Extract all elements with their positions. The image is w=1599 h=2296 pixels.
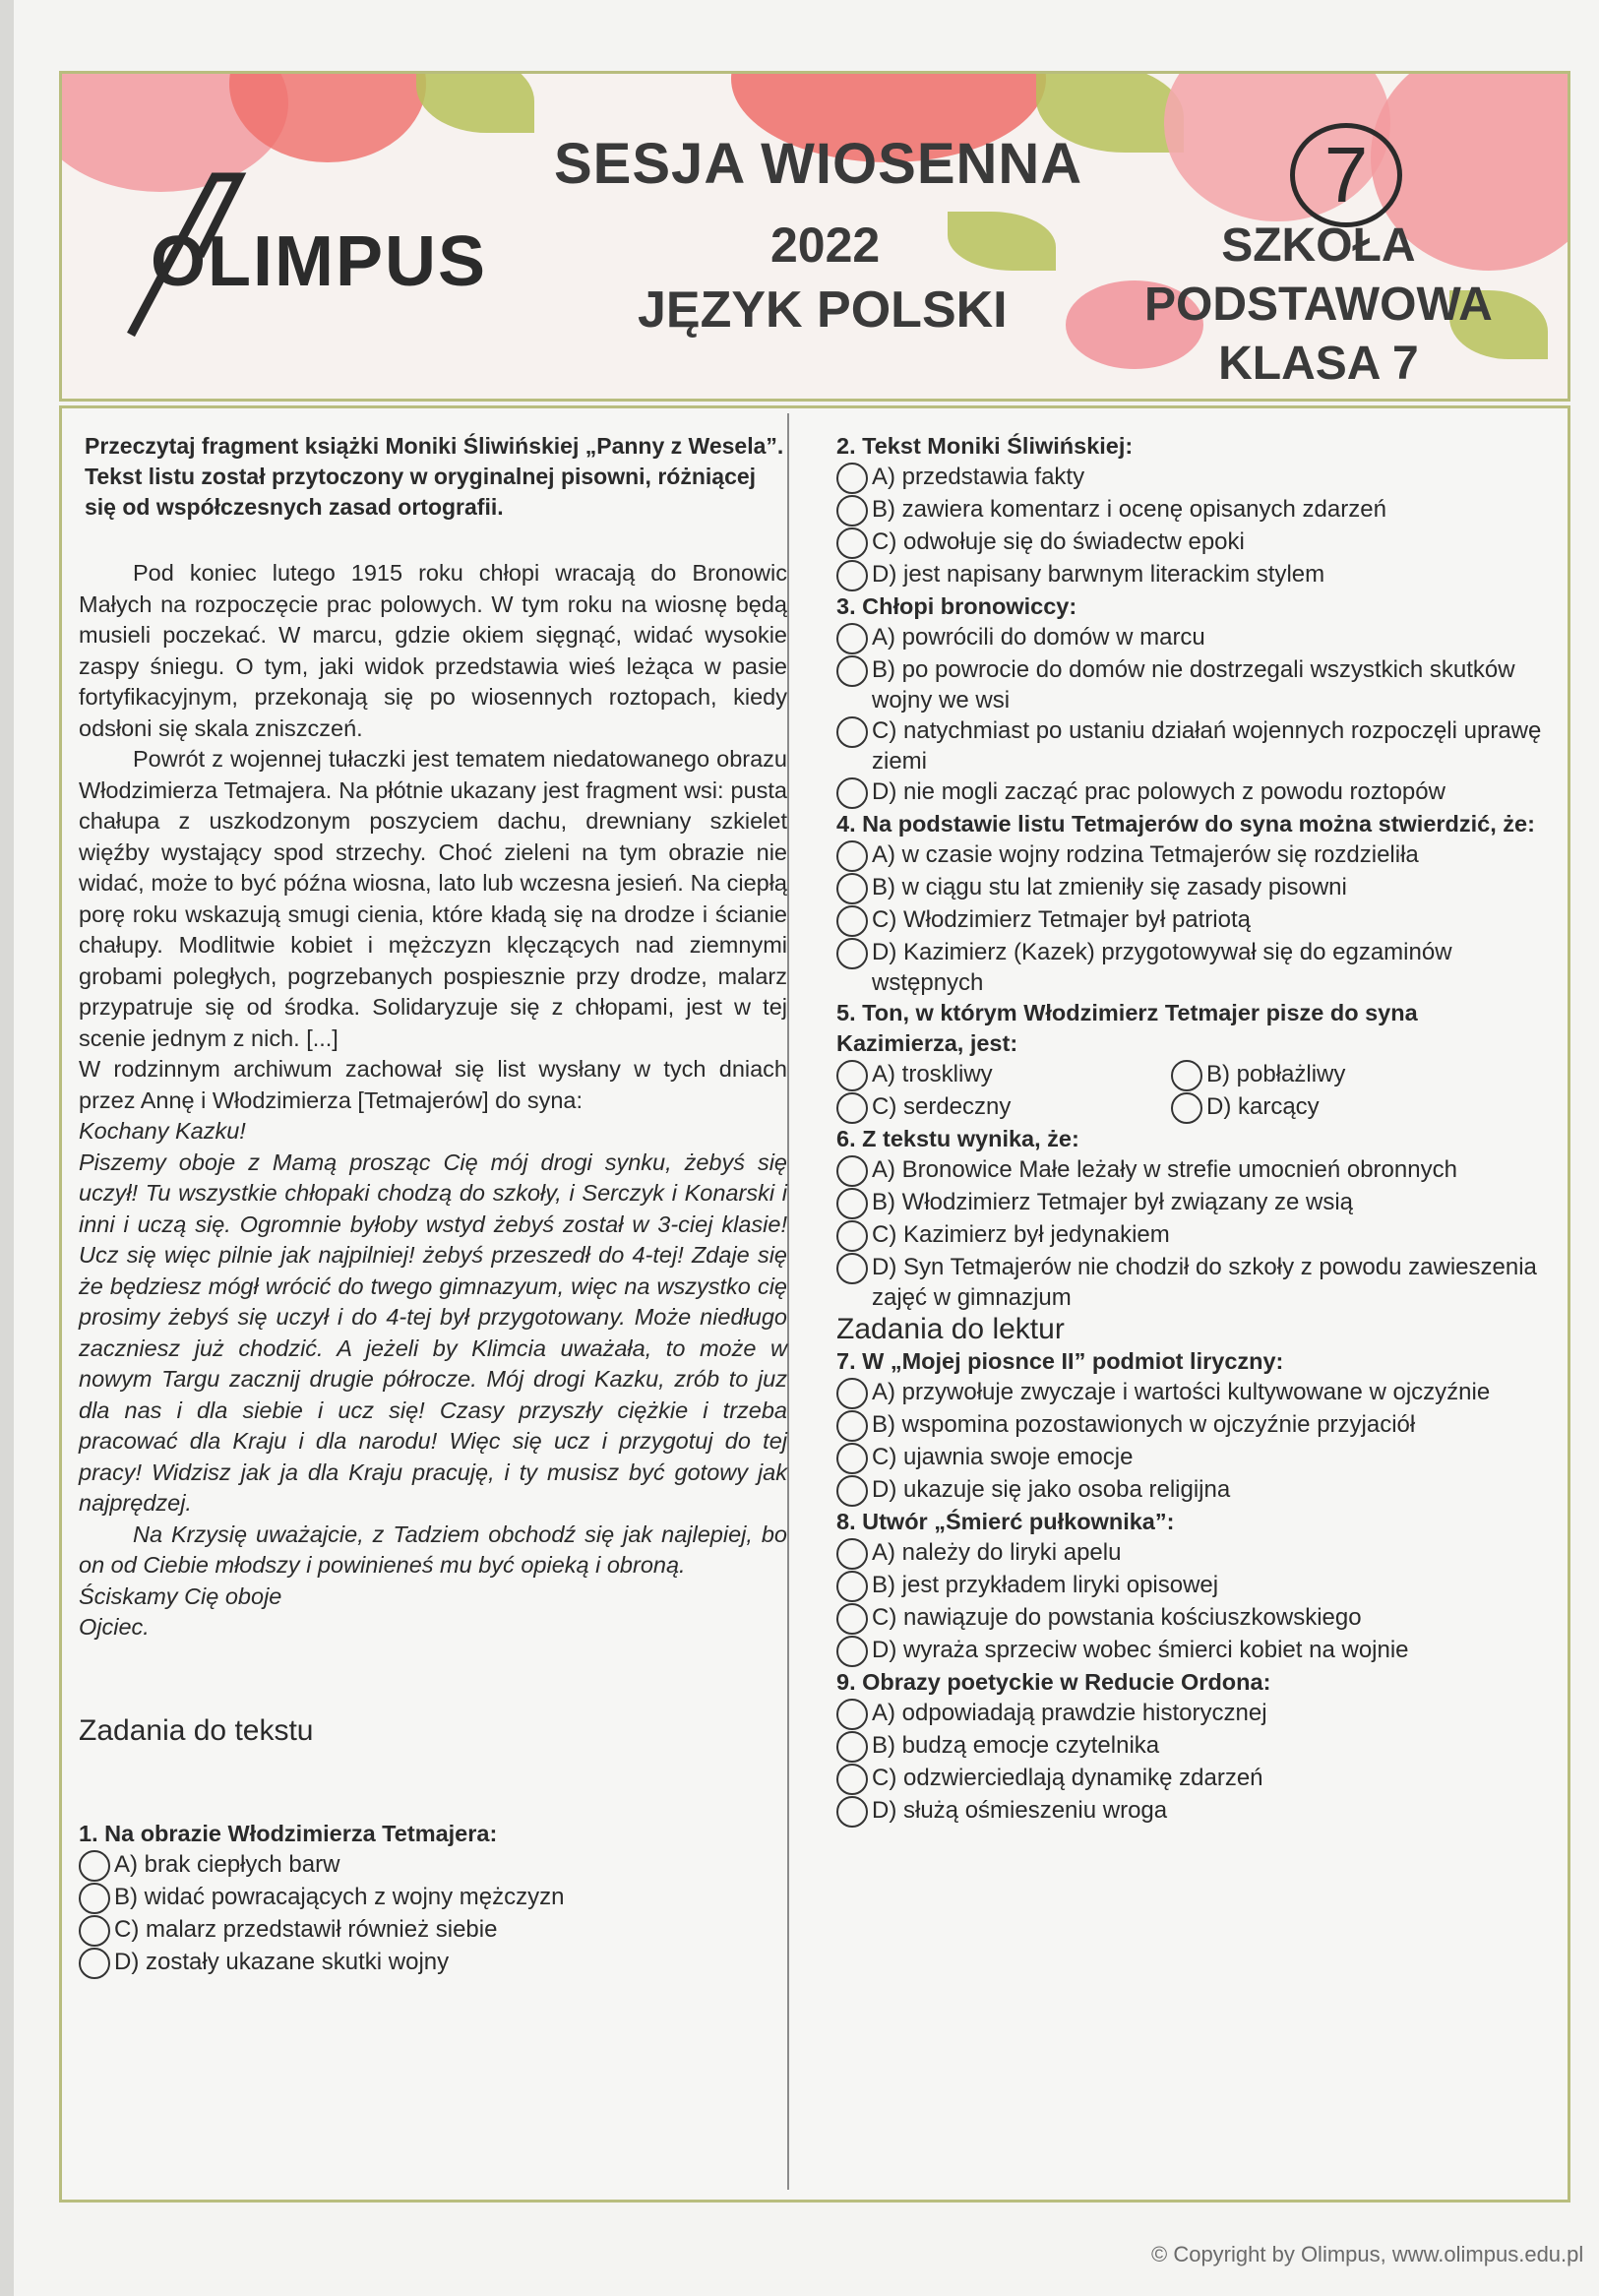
answer-label: C) Włodzimierz Tetmajer był patriotą — [872, 906, 1251, 933]
answer-option[interactable] — [836, 1795, 1545, 1828]
answer-option[interactable] — [836, 872, 1545, 904]
answer-label: A) przywołuje zwyczaje i wartości kultywowane w ojczyźnie — [872, 1379, 1491, 1405]
answer-option[interactable] — [836, 1187, 1545, 1219]
radio-circle[interactable] — [836, 1699, 868, 1730]
text-paragraph: Powrót z wojennej tułaczki jest tematem niedatowanego obrazu Włodzimierza Tetmajera. Na płótnie ukazany jest fragment wsi: pusta chałupa z uszkodzonym poszyciem dachu, drewniany szkielet więźby wystający spod strzechy. Choć zieleni na tym obrazie nie widać, może to być późna wiosna, lato lub wczesna jesień. Na ciepłą porę roku wskazują smugi cienia, które kładą się na drodze i ścianie chałupy. Modlitwie kobiet i mężczyzn klęczących nad ziemnymi grobami poległych, pogrzebanych pospiesznie przy drodze, malarz przypatruje się od środka. Solidaryzuje się z chłopami, jest w tej scenie jednym z nich. [...] — [79, 746, 787, 1051]
answer-option[interactable] — [836, 1059, 1171, 1091]
school-type: PODSTAWOWA — [1144, 279, 1493, 331]
school-level — [1144, 217, 1493, 394]
question-1: 1. Na obrazie Włodzimierza Tetmajera: — [79, 1820, 498, 1846]
answer-option[interactable] — [836, 1570, 1545, 1602]
answer-option[interactable] — [836, 1730, 1545, 1763]
answer-label: C) odwołuje się do świadectw epoki — [872, 528, 1245, 555]
section-title: Zadania do tekstu — [79, 1713, 314, 1747]
answer-label: B) zawiera komentarz i ocenę opisanych zdarzeń — [872, 496, 1386, 523]
answer-label: B) budzą emocje czytelnika — [872, 1732, 1160, 1759]
answer-option[interactable] — [836, 904, 1545, 937]
left-column — [79, 431, 787, 1979]
class-label: KLASA 7 — [1218, 338, 1419, 390]
radio-circle[interactable] — [836, 840, 868, 872]
answer-option[interactable] — [836, 1635, 1545, 1667]
question-2: 2. Tekst Moniki Śliwińskiej: — [836, 433, 1134, 459]
answer-option[interactable] — [836, 715, 1545, 776]
answer-label: D) zostały ukazane skutki wojny — [114, 1948, 450, 1975]
radio-circle[interactable] — [79, 1915, 110, 1947]
leaf-decoration — [948, 212, 1056, 271]
question-9: 9. Obrazy poetyckie w Reducie Ordona: — [836, 1669, 1271, 1695]
radio-circle[interactable] — [836, 905, 868, 937]
text-paragraph: W rodzinnym archiwum zachował się list wysłany w tych dniach przez Annę i Włodzimierza [Tetmajerów] do syna: — [79, 1056, 787, 1113]
subject-title: JĘZYK POLSKI — [638, 281, 1008, 339]
radio-circle[interactable] — [836, 938, 868, 969]
grade-badge: 7 — [1290, 123, 1402, 227]
answer-label: C) natychmiast po ustaniu działań wojennych rozpoczęli uprawę ziemi — [872, 717, 1542, 775]
answer-label: A) brak ciepłych barw — [114, 1850, 340, 1878]
radio-circle[interactable] — [836, 1443, 868, 1474]
answer-option[interactable] — [836, 559, 1545, 591]
answer-option[interactable] — [836, 1537, 1545, 1570]
column-divider — [787, 413, 789, 2190]
answer-option[interactable] — [836, 1763, 1545, 1795]
radio-circle[interactable] — [836, 777, 868, 809]
radio-circle[interactable] — [836, 495, 868, 527]
answer-label: A) troskliwy — [872, 1061, 993, 1087]
answer-label: B) jest przykładem liryki opisowej — [872, 1572, 1219, 1598]
answer-option[interactable] — [836, 1219, 1545, 1252]
answer-option[interactable] — [836, 1602, 1545, 1635]
radio-circle[interactable] — [836, 1253, 868, 1284]
radio-circle[interactable] — [836, 1188, 868, 1219]
answer-option[interactable] — [836, 654, 1545, 715]
radio-circle[interactable] — [79, 1948, 110, 1979]
radio-circle[interactable] — [836, 1092, 868, 1124]
radio-circle[interactable] — [836, 560, 868, 591]
answer-option[interactable] — [836, 1474, 1545, 1507]
session-title: SESJA WIOSENNA — [554, 132, 1083, 196]
radio-circle[interactable] — [836, 716, 868, 748]
answer-label: B) wspomina pozostawionych w ojczyźnie przyjaciół — [872, 1411, 1416, 1438]
answer-label: C) ujawnia swoje emocje — [872, 1444, 1134, 1470]
radio-circle[interactable] — [836, 1475, 868, 1507]
answer-label: C) serdeczny — [872, 1093, 1012, 1120]
radio-circle[interactable] — [836, 1571, 868, 1602]
answer-option[interactable] — [836, 1154, 1545, 1187]
letter-greeting: Kochany Kazku! — [79, 1118, 246, 1144]
question-8: 8. Utwór „Śmierć pułkownika”: — [836, 1509, 1175, 1534]
answer-row — [836, 1091, 1545, 1124]
instruction-text: Przeczytaj fragment książki Moniki Śliwińskiej „Panny z Wesela”. — [85, 433, 784, 459]
answer-label: C) nawiązuje do powstania kościuszkowskiego — [872, 1604, 1362, 1631]
answer-option[interactable] — [836, 1252, 1545, 1313]
answer-option[interactable] — [836, 494, 1545, 527]
radio-circle[interactable] — [836, 1410, 868, 1442]
question-4: 4. Na podstawie listu Tetmajerów do syna można stwierdzić, że: — [836, 811, 1535, 837]
answer-option[interactable] — [836, 622, 1545, 654]
radio-circle[interactable] — [836, 1538, 868, 1570]
answer-option[interactable] — [79, 1914, 787, 1947]
radio-circle[interactable] — [836, 1796, 868, 1828]
answer-label: C) malarz przedstawił również siebie — [114, 1915, 498, 1943]
answer-label: D) Syn Tetmajerów nie chodził do szkoły z powodu zawieszenia zajęć w gimnazjum — [872, 1254, 1537, 1311]
answer-option[interactable] — [836, 1091, 1171, 1124]
radio-circle[interactable] — [836, 1731, 868, 1763]
radio-circle[interactable] — [836, 1603, 868, 1635]
answer-option[interactable] — [1171, 1091, 1506, 1124]
header-banner — [59, 71, 1570, 402]
answer-label: C) odzwierciedlają dynamikę zdarzeń — [872, 1765, 1263, 1791]
answer-label: B) po powrocie do domów nie dostrzegali wszystkich skutków wojny we wsi — [872, 656, 1515, 714]
answer-label: A) należy do liryki apelu — [872, 1539, 1122, 1566]
letter-closing: Ściskamy Cię oboje — [79, 1582, 282, 1609]
answer-label: D) jest napisany barwnym literackim stylem — [872, 561, 1325, 588]
letter-body: Na Krzysię uważajcie, z Tadziem obchodź się jak najlepiej, bo on od Ciebie młodszy i powinieneś mu być opieką i obroną. — [79, 1520, 787, 1578]
answer-label: D) Kazimierz (Kazek) przygotowywał się do egzaminów wstępnych — [872, 939, 1452, 996]
radio-circle[interactable] — [1171, 1060, 1202, 1091]
question-3: 3. Chłopi bronowiccy: — [836, 593, 1077, 619]
right-column — [836, 431, 1545, 1828]
radio-circle[interactable] — [836, 463, 868, 494]
answer-label: A) odpowiadają prawdzie historycznej — [872, 1700, 1267, 1726]
answer-label: D) nie mogli zacząć prac polowych z powodu roztopów — [872, 778, 1445, 805]
answer-label: A) przedstawia fakty — [872, 464, 1085, 490]
answer-option[interactable] — [836, 527, 1545, 559]
question-5: 5. Ton, w którym Włodzimierz Tetmajer pisze do syna Kazimierza, jest: — [836, 1000, 1418, 1056]
answer-label: D) karcący — [1206, 1093, 1320, 1120]
answer-label: B) Włodzimierz Tetmajer był związany ze wsią — [872, 1189, 1354, 1215]
answer-option[interactable] — [836, 839, 1545, 872]
answer-option[interactable] — [79, 1947, 787, 1979]
answer-option[interactable] — [836, 1442, 1545, 1474]
answer-option[interactable] — [79, 1849, 787, 1882]
answer-label: A) Bronowice Małe leżały w strefie umocnień obronnych — [872, 1156, 1457, 1183]
question-7: 7. W „Mojej piosnce II” podmiot liryczny: — [836, 1348, 1284, 1374]
radio-circle[interactable] — [1171, 1092, 1202, 1124]
answer-label: B) widać powracających z wojny mężczyzn — [114, 1883, 565, 1910]
radio-circle[interactable] — [79, 1883, 110, 1914]
text-paragraph: Pod koniec lutego 1915 roku chłopi wracają do Bronowic Małych na rozpoczęcie prac polowych. W tym roku na wiosnę będą musieli poczekać. W marcu, gdzie okiem sięgnąć, widać wysokie zaspy śniegu. O tym, jaki widok przedstawia wieś leżąca w pasie fortyfikacyjnym, przekonają się po wiosennych roztopach, kiedy odsłoni się skala zniszczeń. — [79, 560, 787, 741]
answer-row — [836, 1059, 1545, 1091]
radio-circle[interactable] — [836, 1764, 868, 1795]
answer-option[interactable] — [836, 1377, 1545, 1409]
answer-label: C) Kazimierz był jedynakiem — [872, 1221, 1170, 1248]
school-label: SZKOŁA — [1221, 219, 1416, 272]
leaf-decoration — [416, 71, 534, 133]
answer-label: A) powrócili do domów w marcu — [872, 624, 1205, 651]
radio-circle[interactable] — [836, 527, 868, 559]
radio-circle[interactable] — [79, 1850, 110, 1882]
question-6: 6. Z tekstu wynika, że: — [836, 1126, 1079, 1151]
answer-option[interactable] — [836, 462, 1545, 494]
answer-option[interactable] — [836, 1409, 1545, 1442]
letter-body: Piszemy oboje z Mamą prosząc Cię mój drogi synku, żebyś się uczył! Tu wszystkie chłopaki chodzą do szkoły, i Serczyk i Konarski i inni i uczą się. Ogromnie byłoby wstyd żebyś został w 3-ciej klasie! Ucz się więc pilnie jak najpilniej! żebyś przeszedł do 4-tej! Zdaje się że będziesz mógł wrócić do twego gimnazyum, więc na wszystko cię prosimy żebyś się uczył i do 4-tej był przygotowany. Może niedługo zaczniesz już chodzić. A jeżeli by Klimcia uważała, to może w nowym Targu zacznij drugie półrocze. Mój drogi Kazku, zrób to juz dla nas i dla siebie i ucz się! Czasy przyszły ciężkie i trzeba pracować dla Kraju i dla narodu! Więc się ucz i przygotuj do tej pracy! Widzisz jak ja dla Kraju pracuję, i ty musisz być gotowy jak najprędzej. — [79, 1148, 787, 1516]
answer-label: B) pobłażliwy — [1206, 1061, 1346, 1087]
session-year: 2022 — [770, 217, 881, 273]
answer-label: B) w ciągu stu lat zmieniły się zasady pisowni — [872, 874, 1347, 900]
answer-option[interactable] — [836, 1698, 1545, 1730]
radio-circle[interactable] — [836, 1378, 868, 1409]
radio-circle[interactable] — [836, 1060, 868, 1091]
answer-option[interactable] — [79, 1882, 787, 1914]
copyright-notice: © Copyright by Olimpus, www.olimpus.edu.pl — [1151, 2242, 1584, 2266]
radio-circle[interactable] — [836, 1636, 868, 1667]
logo-text: OLIMPUS — [151, 222, 488, 301]
radio-circle[interactable] — [836, 1155, 868, 1187]
letter-signature: Ojciec. — [79, 1614, 150, 1640]
radio-circle[interactable] — [836, 1220, 868, 1252]
answer-option[interactable] — [1171, 1059, 1506, 1091]
answer-label: D) ukazuje się jako osoba religijna — [872, 1476, 1231, 1503]
section-title: Zadania do lektur — [836, 1313, 1065, 1345]
answer-option[interactable] — [836, 937, 1545, 998]
radio-circle[interactable] — [836, 623, 868, 654]
answer-label: D) wyraża sprzeciw wobec śmierci kobiet na wojnie — [872, 1637, 1409, 1663]
answer-label: D) służą ośmieszeniu wroga — [872, 1797, 1168, 1824]
answer-label: A) w czasie wojny rodzina Tetmajerów się rozdzieliła — [872, 841, 1419, 868]
instruction-note: Tekst listu został przytoczony w oryginalnej pisowni, różniącej się od współczesnych zasad ortografii. — [85, 464, 757, 520]
radio-circle[interactable] — [836, 873, 868, 904]
radio-circle[interactable] — [836, 655, 868, 687]
answer-option[interactable] — [836, 776, 1545, 809]
